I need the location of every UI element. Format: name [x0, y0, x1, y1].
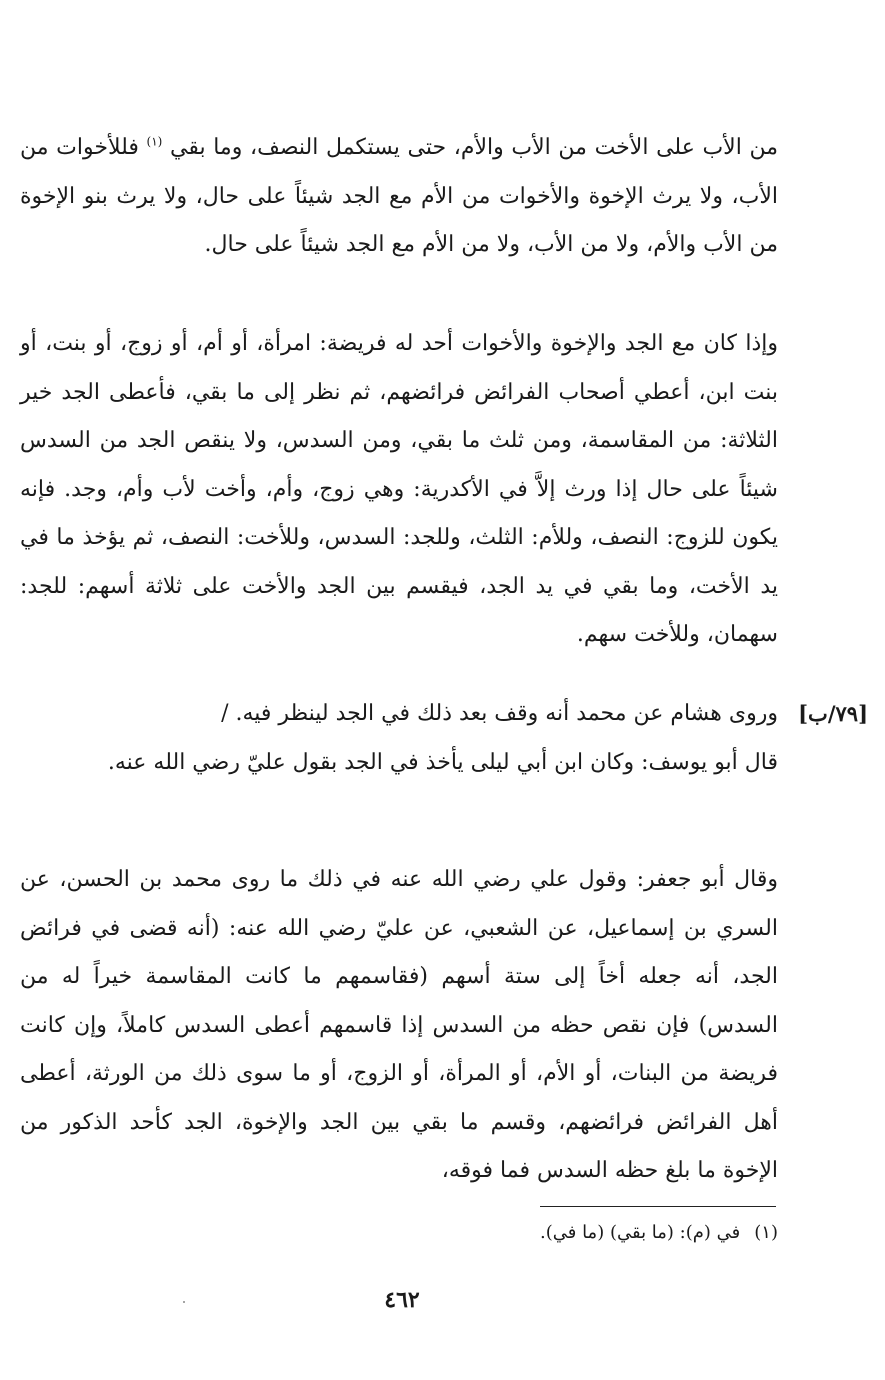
- scan-speck: [183, 1301, 185, 1303]
- footnote-divider: [540, 1206, 776, 1207]
- paragraph-1-text: من الأب على الأخت من الأب والأم، حتى يستكمل النصف، وما بقي: [170, 135, 778, 160]
- footnote-reference[interactable]: (١): [146, 134, 163, 149]
- page-number: ٤٦٢: [384, 1287, 420, 1313]
- footnote-text: في (م): (ما بقي) (ما في).: [540, 1222, 741, 1243]
- paragraph-4-text: قال أبو يوسف: وكان ابن أبي ليلى يأخذ في الجد بقول عليّ رضي الله عنه.: [107, 750, 778, 775]
- paragraph-3: [20, 690, 814, 739]
- paragraph-1-continuation: فللأخوات من الأب، ولا يرث الإخوة والأخوات من الأم مع الجد شيئاً على حال، ولا يرث بنو الإخوة من الأب والأم، ولا من الأب، ولا من الأم مع الجد شيئاً على حال.: [20, 135, 778, 257]
- paragraph-5: [20, 856, 814, 1196]
- paragraph-1: [20, 124, 778, 270]
- paragraph-4: [20, 739, 814, 788]
- paragraph-5-text: وقال أبو جعفر: وقول علي رضي الله عنه في ذلك ما روى محمد بن الحسن، عن السري بن إسماعيل، عن الشعبي، عن عليّ رضي الله عنه: (أنه قضى في فرائض الجد، أنه جعله أخاً إلى ستة أسهم (فقاسمهم ما كانت المقاسمة خيراً له من السدس) فإن نقص حظه من السدس إذا قاسمهم أعطى السدس كاملاً، وإن كانت فريضة من البنات، أو الأم، أو المرأة، أو الزوج، أو ما سوى ذلك من الورثة، أعطى أهل الفرائض فرائضهم، وقسم ما بقي بين الجد والإخوة، الجد كأحد الذكور من الإخوة ما بلغ حظه السدس فما فوقه،: [20, 867, 778, 1183]
- margin-folio-marker: [٧٩/ب]: [798, 701, 868, 726]
- paragraph-2: [20, 320, 814, 660]
- footnote-number: (١): [754, 1222, 778, 1243]
- paragraph-3-text: وروى هشام عن محمد أنه وقف بعد ذلك في الجد لينظر فيه. /: [221, 701, 778, 726]
- paragraph-2-text: وإذا كان مع الجد والإخوة والأخوات أحد له فريضة: امرأة، أو أم، أو زوج، أو بنت، أو بنت ابن، أعطي أصحاب الفرائض فرائضهم، ثم نظر إلى ما بقي، فأعطى الجد خير الثلاثة: من المقاسمة، ومن ثلث ما بقي، ومن السدس، ولا ينقص الجد من السدس شيئاً على حال إذا ورث إلاَّ في الأكدرية: وهي زوج، وأم، وأخت لأب وأم، وجد. فإنه يكون للزوج: النصف، وللأم: الثلث، وللجد: السدس، وللأخت: النصف، ثم يؤخذ ما في يد الأخت، وما بقي في يد الجد، فيقسم بين الجد والأخت على ثلاثة أسهم: للجد: سهمان، وللأخت سهم.: [20, 331, 778, 647]
- footnote: [300, 1216, 778, 1250]
